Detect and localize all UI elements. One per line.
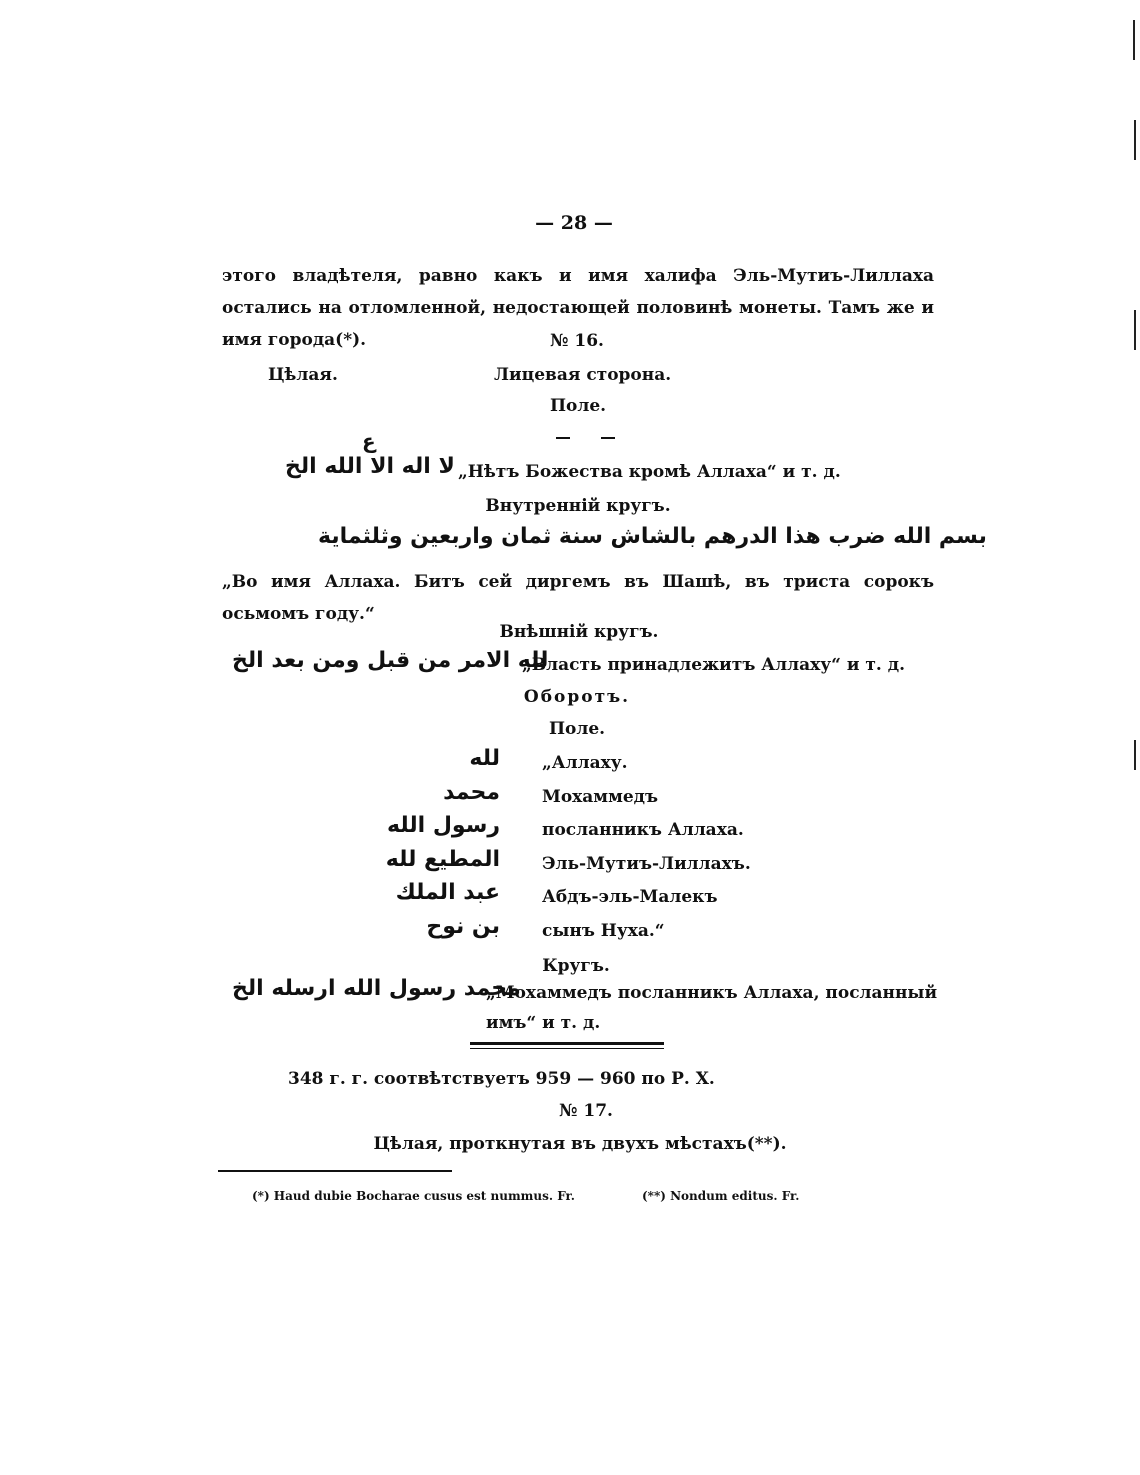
inner-circle-arabic: بسم الله ضرب هذا الدرهم بالشاش سنة ثمان واربعين وثلثماية: [318, 524, 987, 549]
scan-edge-mark: [1134, 740, 1136, 770]
outer-circle-heading: Внѣшній кругъ.: [499, 622, 659, 642]
coin16-number: № 16.: [550, 331, 604, 351]
reverse-line-translation: сынъ Нуха.“: [542, 921, 665, 941]
reverse-line-arabic: المطيع لله: [385, 847, 500, 872]
inner-circle-heading: Внутренній кругъ.: [485, 496, 671, 516]
reverse-line-arabic: لله: [469, 746, 500, 771]
coin16-field-translation: „Нѣтъ Божества кромѣ Аллаха“ и т. д.: [458, 462, 841, 482]
coin16-obverse-heading: Лицевая сторона.: [494, 365, 672, 385]
reverse-circle-arabic: محمد رسول الله ارسله الخ: [232, 976, 521, 1001]
reverse-circle-heading: Кругъ.: [542, 956, 610, 976]
outer-circle-arabic: لله الامر من قبل ومن بعد الخ: [232, 648, 549, 673]
reverse-line-translation: посланникъ Аллаха.: [542, 820, 744, 840]
reverse-line-translation: Мохаммедъ: [542, 787, 659, 807]
coin16-field-arabic: لا اله الا الله الخ: [285, 454, 455, 479]
reverse-line-translation: Абдъ-эль-Малекъ: [542, 887, 718, 907]
reverse-line-translation: Эль-Мутиъ-Лиллахъ.: [542, 854, 751, 874]
coin16-field-heading: Поле.: [549, 396, 607, 416]
reverse-line-arabic: محمد: [443, 780, 500, 805]
inner-circle-translation: „Во имя Аллаха. Битъ сей диргемъ въ Шашѣ, въ триста сорокъ осьмомъ году.“: [222, 572, 934, 624]
intro-paragraph: этого владѣтеля, равно какъ и имя халифа Эль-Мутиъ-Лиллаха остались на отломленной, недостающей половинѣ монеты. Тамъ же и имя города(*).: [222, 266, 934, 350]
scan-edge-mark: [1133, 20, 1135, 60]
footnote-1: (*) Haud dubie Bocharae cusus est nummus. Fr.: [252, 1189, 575, 1203]
footnote-rule: [218, 1170, 452, 1172]
section-rule-thin: [470, 1048, 664, 1049]
outer-circle-translation: „Власть принадлежитъ Аллаху“ и т. д.: [522, 655, 905, 675]
footnote-2: (**) Nondum editus. Fr.: [642, 1189, 800, 1203]
coin17-state: Цѣлая, проткнутая въ двухъ мѣстахъ(**).: [373, 1134, 787, 1154]
reverse-circle-translation-line1: „Мохаммедъ посланникъ Аллаха, посланный: [486, 983, 938, 1003]
reverse-line-translation: „Аллаху.: [542, 753, 628, 773]
date-note: 348 г. г. соотвѣтствуетъ 959 — 960 по Р. Х.: [288, 1069, 715, 1089]
field-mark: [556, 437, 570, 439]
reverse-field-heading: Поле.: [548, 719, 606, 739]
section-rule-thick: [470, 1042, 664, 1045]
field-ain-mark: ع: [362, 429, 376, 453]
scan-edge-mark: [1134, 120, 1136, 160]
reverse-circle-translation-line2: имъ“ и т. д.: [486, 1013, 601, 1033]
coin17-number: № 17.: [559, 1101, 613, 1121]
coin16-state: Цѣлая.: [268, 365, 338, 385]
reverse-line-arabic: رسول الله: [387, 813, 500, 838]
reverse-line-arabic: عبد الملك: [395, 880, 500, 905]
page-number: — 28 —: [535, 212, 613, 234]
scan-edge-mark: [1134, 310, 1136, 350]
reverse-heading: Оборотъ.: [523, 687, 631, 707]
reverse-line-arabic: بن نوح: [426, 914, 500, 939]
field-mark: [601, 437, 615, 439]
